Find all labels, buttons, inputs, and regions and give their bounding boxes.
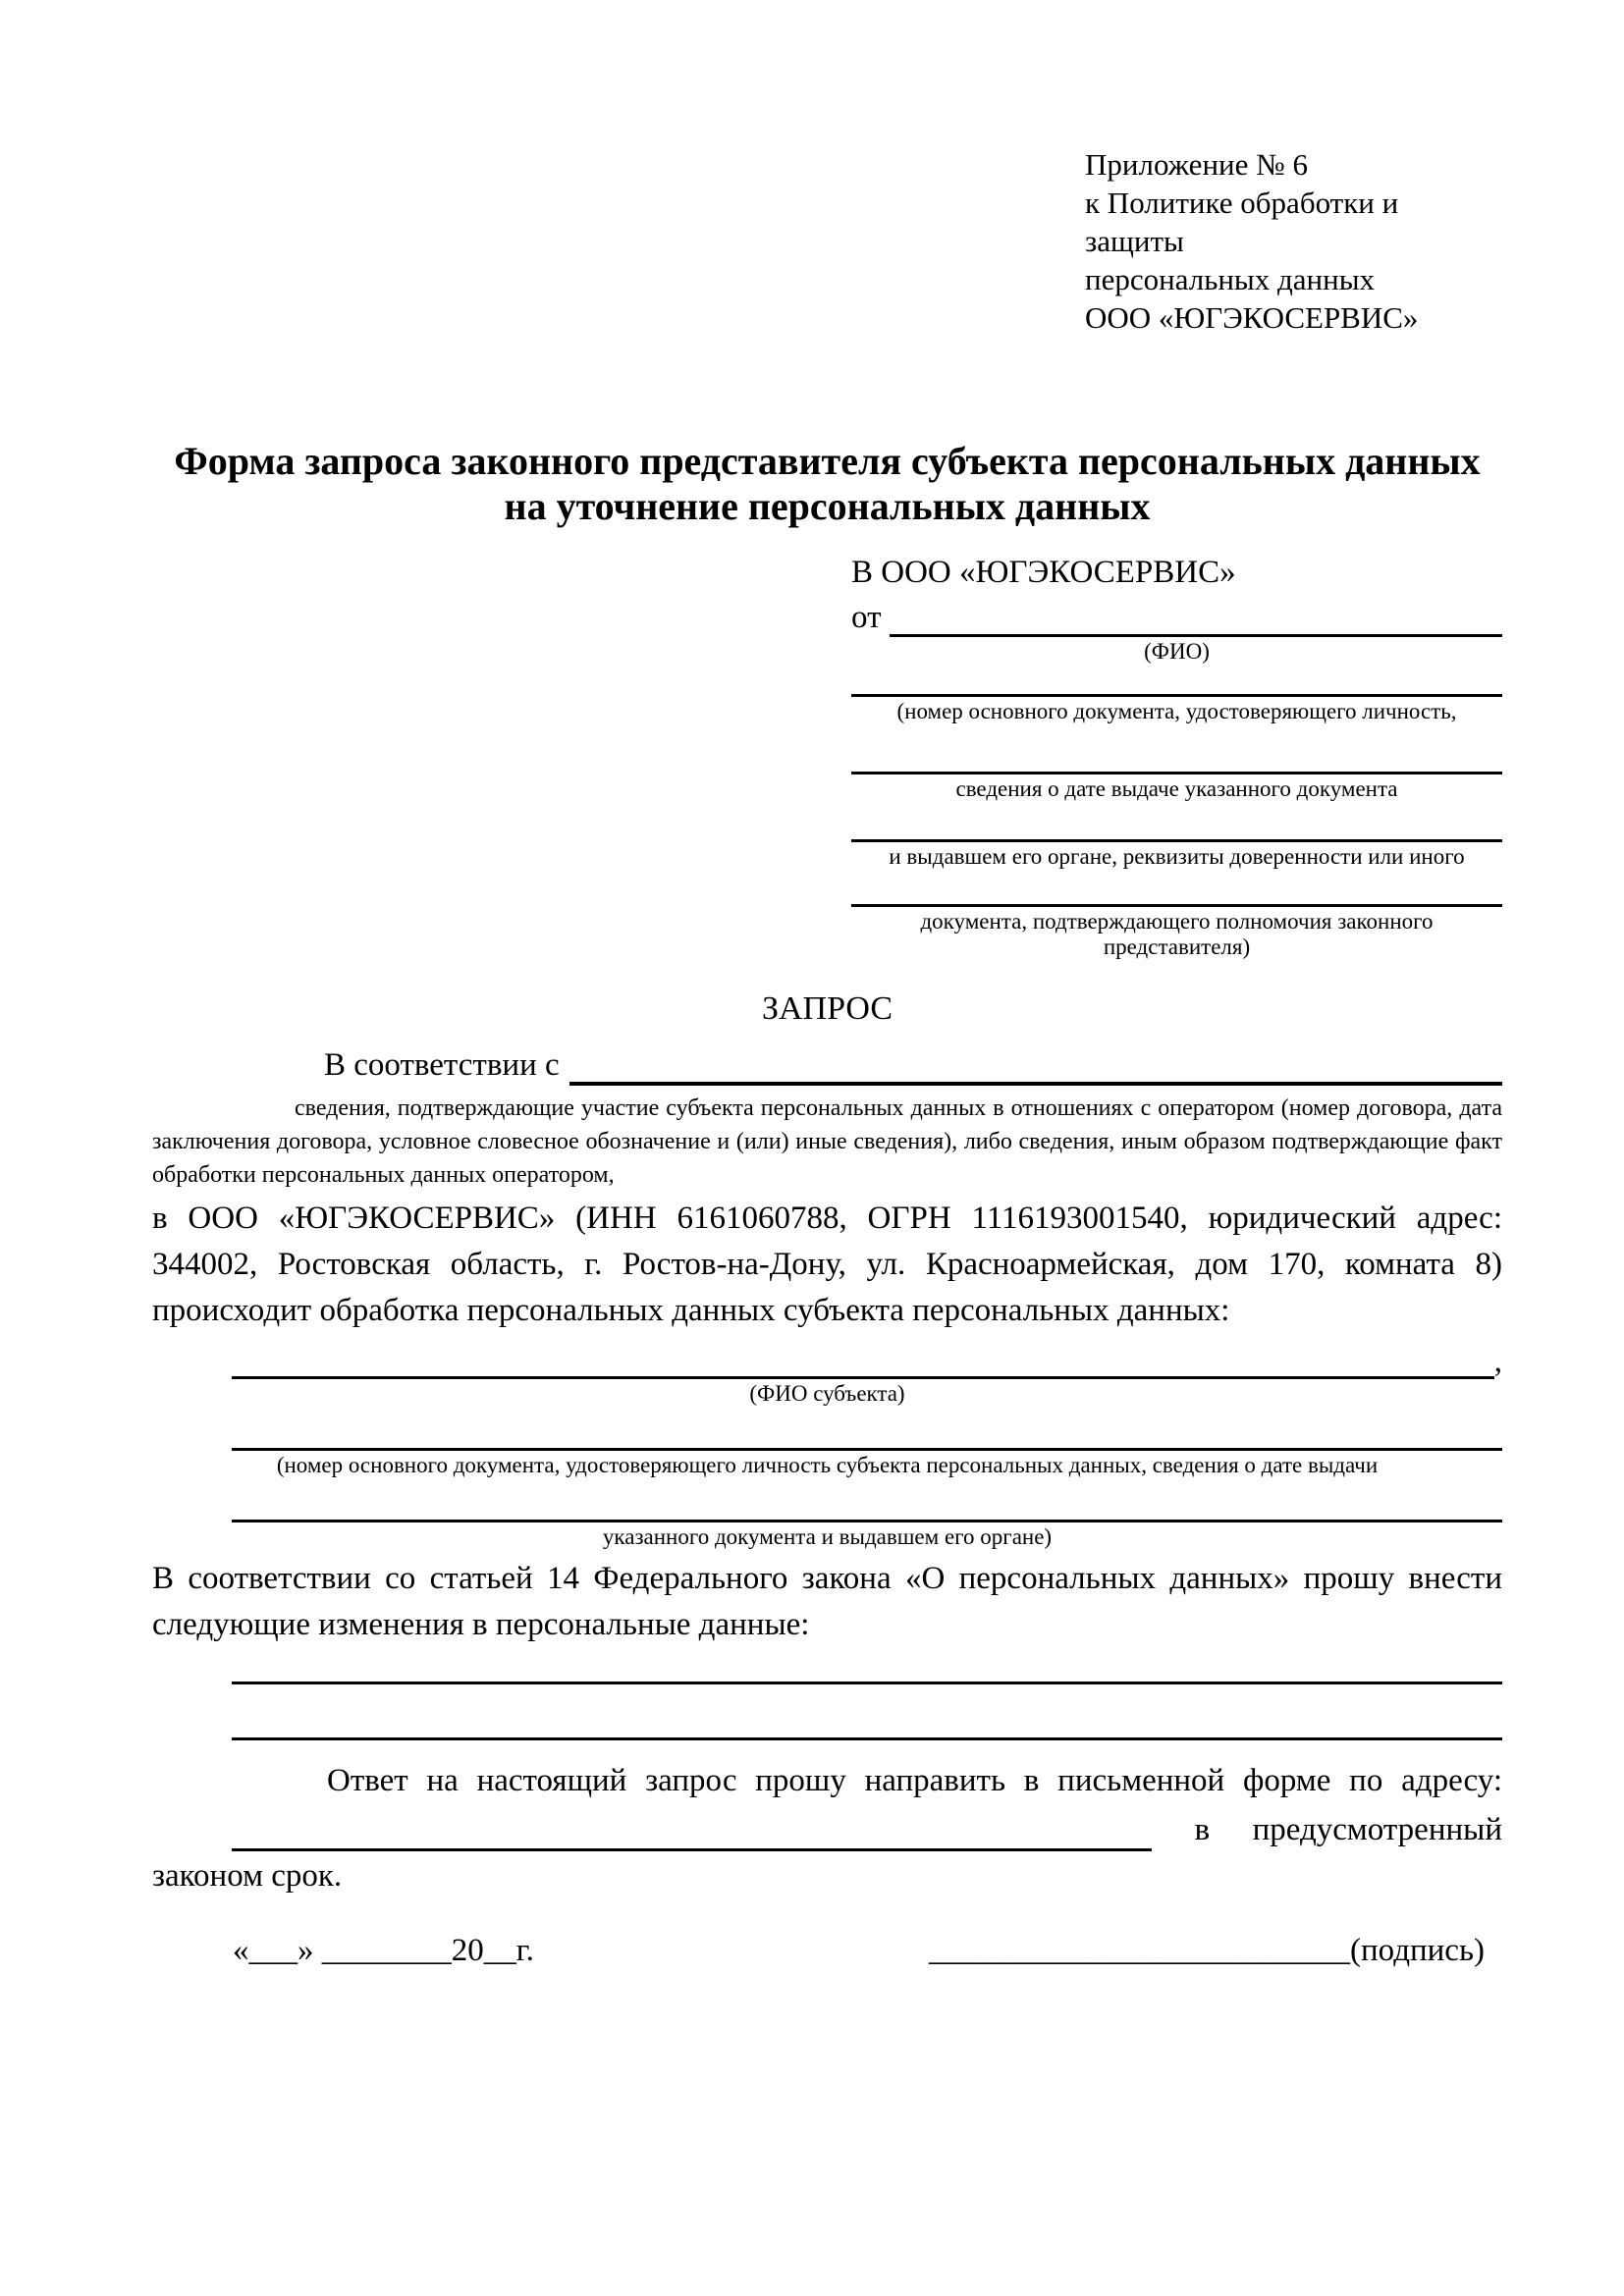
- representative-document-blank-3: [851, 810, 1502, 870]
- signature-blank-line: __________________________: [929, 1933, 1350, 1968]
- header-note-line-1: Приложение № 6: [1085, 147, 1308, 182]
- document-title-line-2: на уточнение персональных данных: [504, 484, 1151, 528]
- article-14-paragraph: В соответствии со статьей 14 Федерального закона «О персональных данных» прошу внести следующие изменения в персональные данные:: [152, 1561, 1502, 1642]
- reply-address-blank-line: [232, 1805, 1152, 1851]
- blank-caption-2: сведения о дате выдаче указанного документа: [955, 776, 1398, 801]
- accordance-label: В соответствии с: [324, 1047, 560, 1083]
- document-title-line-1: Форма запроса законного представителя субъекта персональных данных: [174, 439, 1481, 483]
- blank-line: [851, 810, 1502, 842]
- blank-line: [851, 875, 1502, 907]
- subject-doc-caption-1: (номер основного документа, удостоверяющего личность субъекта персональных данных, сведения о дате выдачи: [276, 1453, 1379, 1477]
- accordance-footnote: сведения, подтверждающие участие субъекта персональных данных в отношениях с оператором (номер договора, дата заключения договора, условное словесное обозначение и (или) иные сведения), либо сведения, иным образом подтверждающие факт обработки персональных данных оператором,: [152, 1095, 1502, 1188]
- reply-word-1: в: [1194, 1812, 1211, 1847]
- subject-document-blank-2: [152, 1490, 1502, 1550]
- representative-document-blank-4: [851, 875, 1502, 960]
- reply-tail: законом срок.: [152, 1858, 343, 1894]
- reply-address-row: [152, 1804, 1502, 1851]
- subject-comma: ,: [1493, 1344, 1502, 1379]
- blank-caption-3: и выдавшем его органе, реквизиты доверенности или иного: [889, 844, 1465, 869]
- blank-caption-1: (номер основного документа, удостоверяющего личность,: [896, 699, 1457, 723]
- header-note-line-2: к Политике обработки и защиты: [1085, 186, 1399, 258]
- accordance-blank-line: [569, 1042, 1502, 1086]
- subject-fio-row: [152, 1334, 1502, 1379]
- header-note: [1085, 145, 1502, 337]
- request-heading: ЗАПРОС: [761, 990, 893, 1027]
- reply-word-2: предусмотренный: [1252, 1812, 1502, 1847]
- document-title: [152, 439, 1502, 529]
- representative-fio-blank-line: [890, 597, 1503, 637]
- footer-row: [152, 1929, 1502, 1972]
- fio-caption: (ФИО): [1144, 639, 1210, 664]
- reply-paragraph: Ответ на настоящий запрос прошу направить в письменной форме по адресу:: [327, 1763, 1502, 1798]
- signature-area: [929, 1929, 1485, 1972]
- representative-document-blank-2: [851, 742, 1502, 802]
- from-row: [851, 594, 1502, 637]
- changes-blank-line-2: [232, 1684, 1502, 1740]
- addressee-to: В ООО «ЮГЭКОСЕРВИС»: [851, 555, 1236, 590]
- blank-line: [232, 1418, 1502, 1451]
- addressee-block: [851, 551, 1502, 960]
- blank-line: [851, 742, 1502, 774]
- date-line: «___» ________20__г.: [233, 1933, 534, 1968]
- representative-document-blank-1: [851, 665, 1502, 724]
- operator-paragraph: в ООО «ЮГЭКОСЕРВИС» (ИНН 6161060788, ОГРН 1116193001540, юридический адрес: 344002, Ростовская область, г. Ростов-на-Дону, ул. Красноармейская, дом 170, комната 8) происходит обработка персональных данных субъекта персональных данных:: [152, 1201, 1502, 1328]
- changes-blank-line-1: [232, 1648, 1502, 1684]
- subject-doc-caption-2: указанного документа и выдавшем его органе): [602, 1524, 1053, 1549]
- from-label: от: [851, 600, 882, 635]
- blank-line: [232, 1490, 1502, 1522]
- header-note-line-3: персональных данных: [1085, 262, 1376, 296]
- subject-document-blank-1: [152, 1418, 1502, 1478]
- accordance-row: [152, 1041, 1502, 1086]
- header-note-line-4: ООО «ЮГЭКОСЕРВИС»: [1085, 300, 1419, 335]
- blank-line: [851, 665, 1502, 697]
- blank-caption-4: документа, подтверждающего полномочия законного представителя): [920, 909, 1434, 959]
- subject-fio-caption: (ФИО субъекта): [749, 1381, 905, 1406]
- subject-fio-blank-line: [232, 1335, 1494, 1379]
- signature-caption: (подпись): [1350, 1933, 1485, 1968]
